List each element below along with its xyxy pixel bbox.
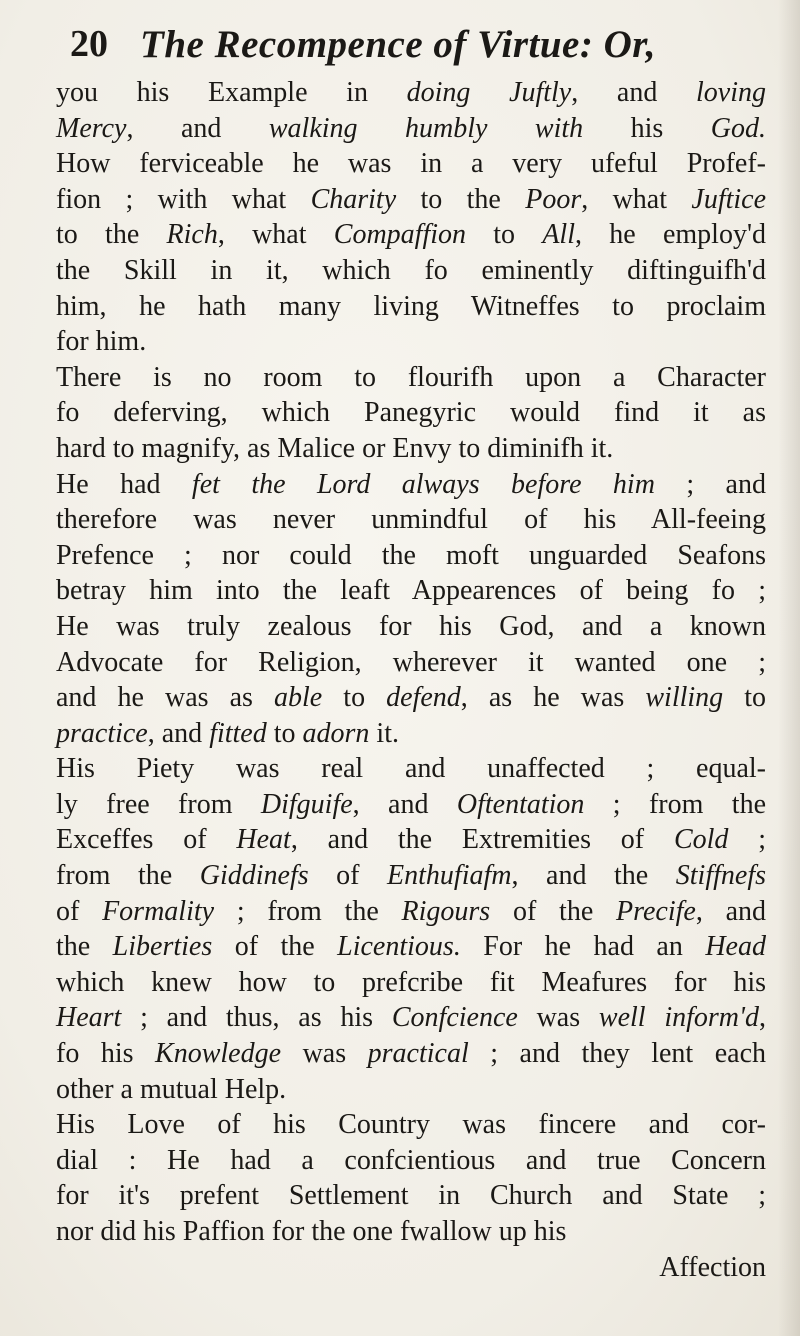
- italic-span: willing: [645, 682, 724, 714]
- text-line: [56, 111, 766, 147]
- italic-span: Confcience: [391, 1002, 518, 1034]
- text-span: betray him into the leaft Appearences of being fo ;: [56, 575, 766, 607]
- italic-span: walking humbly with: [268, 112, 584, 144]
- italic-span: defend: [386, 682, 461, 714]
- italic-span: Charity: [310, 183, 397, 215]
- text-line: [56, 1072, 766, 1108]
- text-line: [56, 1178, 766, 1214]
- text-span: Affection: [659, 1251, 766, 1283]
- text-line: [56, 467, 766, 503]
- italic-span: practice: [56, 717, 148, 749]
- text-span: for him.: [56, 326, 147, 358]
- text-span: his: [583, 112, 711, 144]
- text-line: [56, 751, 766, 787]
- italic-span: Rich: [166, 219, 218, 251]
- italic-span: well inform'd: [598, 1002, 760, 1034]
- text-span: to: [322, 682, 387, 714]
- text-line: [56, 253, 766, 289]
- text-span: Exceffes of: [56, 824, 237, 856]
- text-line: [56, 360, 766, 396]
- italic-span: Precife: [616, 895, 696, 927]
- text-line: [56, 787, 766, 823]
- text-span: fo deferving, which Panegyric would find it as: [56, 397, 766, 429]
- text-span: other a mutual Help.: [56, 1073, 287, 1105]
- text-line: [56, 894, 766, 930]
- text-line: [56, 716, 766, 752]
- italic-span: adorn: [302, 717, 370, 749]
- text-span: was: [517, 1002, 599, 1034]
- italic-span: doing Juftly: [406, 77, 572, 108]
- text-line: [56, 502, 766, 538]
- text-span: ; and thus, as his: [121, 1002, 392, 1034]
- text-span: him, he hath many living Witneffes to proclaim: [56, 290, 766, 322]
- text-line: [56, 75, 766, 111]
- italic-span: Mercy: [56, 112, 127, 144]
- text-span: was: [281, 1038, 368, 1070]
- italic-span: Compaffion: [333, 219, 467, 251]
- text-span: ; from the: [214, 895, 402, 927]
- text-span: , as he was: [460, 682, 646, 714]
- text-span: which knew how to prefcribe fit Meafures for his: [56, 966, 766, 998]
- text-span: ; from the: [584, 788, 767, 820]
- text-line: [56, 538, 766, 574]
- text-line: [56, 609, 766, 645]
- text-span: to: [266, 717, 303, 749]
- italic-span: Licentious.: [337, 931, 461, 963]
- italic-span: Giddinefs: [199, 860, 309, 892]
- body-text: [56, 75, 766, 1285]
- text-line: [56, 146, 766, 182]
- text-line: [56, 1143, 766, 1179]
- text-line: [56, 217, 766, 253]
- page-number: 20: [70, 23, 108, 65]
- italic-span: Juftice: [691, 183, 767, 215]
- text-span: of: [56, 895, 103, 927]
- text-span: you his Example in: [56, 77, 407, 108]
- text-span: ly free from: [56, 788, 261, 820]
- italic-span: fitted: [209, 717, 267, 749]
- text-line: [56, 324, 766, 360]
- text-line: [56, 182, 766, 218]
- text-span: it.: [369, 717, 399, 749]
- text-span: for it's prefent Settlement in Church and State ;: [56, 1180, 766, 1212]
- italic-span: Cold: [673, 824, 729, 856]
- text-line: [56, 822, 766, 858]
- text-span: of: [308, 860, 388, 892]
- text-span: , and: [352, 788, 457, 820]
- text-line: [56, 680, 766, 716]
- text-span: of the: [212, 931, 338, 963]
- text-line: [56, 573, 766, 609]
- italic-span: Liberties: [112, 931, 213, 963]
- italic-span: able: [274, 682, 323, 714]
- text-span: ; and: [654, 468, 766, 500]
- text-span: to: [466, 219, 543, 251]
- text-span: nor did his Paffion for the one fwallow up his: [56, 1216, 567, 1247]
- text-span: , and: [126, 112, 269, 144]
- italic-span: Oftentation: [456, 788, 585, 820]
- text-span: fo his: [56, 1038, 156, 1070]
- text-span: For he had an: [460, 931, 706, 963]
- italic-span: Rigours: [401, 895, 491, 927]
- text-line: [56, 431, 766, 467]
- italic-span: Heat: [236, 824, 291, 856]
- text-span: and he was as: [56, 682, 274, 714]
- text-line: [56, 929, 766, 965]
- text-line: [56, 1250, 766, 1286]
- italic-span: Stiffnefs: [675, 860, 767, 892]
- text-span: , and: [571, 77, 696, 108]
- italic-span: All: [542, 219, 575, 251]
- italic-span: Difguife: [260, 788, 353, 820]
- text-span: the Skill in it, which fo eminently diftinguifh'd: [56, 254, 766, 286]
- text-span: , and the: [511, 860, 676, 892]
- text-span: dial : He had a confcientious and true Concern: [56, 1144, 766, 1176]
- text-span: His Piety was real and unaffected ; equal-: [56, 753, 766, 785]
- text-span: the: [56, 931, 113, 963]
- text-line: [56, 289, 766, 325]
- text-span: , he employ'd: [575, 219, 766, 251]
- text-line: [56, 1107, 766, 1143]
- text-span: , what: [581, 183, 692, 215]
- page-header: [70, 22, 770, 78]
- italic-span: Head: [705, 931, 766, 963]
- text-line: [56, 858, 766, 894]
- italic-span: loving: [696, 77, 766, 108]
- text-span: Prefence ; nor could the moft unguarded Seafons: [56, 539, 766, 571]
- text-span: hard to magnify, as Malice or Envy to diminifh it.: [56, 432, 614, 464]
- text-span: to the: [56, 219, 167, 251]
- running-title: The Recompence of Virtue: Or,: [140, 23, 657, 66]
- text-span: His Love of his Country was fincere and cor-: [56, 1109, 766, 1141]
- text-span: fion ; with what: [56, 183, 311, 215]
- text-span: He had: [56, 468, 192, 500]
- text-span: There is no room to flourifh upon a Character: [56, 361, 766, 393]
- text-line: [56, 645, 766, 681]
- text-span: , what: [217, 219, 334, 251]
- text-span: ,: [759, 1002, 767, 1034]
- italic-span: God.: [710, 112, 766, 144]
- italic-span: Knowledge: [155, 1038, 282, 1070]
- text-span: How ferviceable he was in a very ufeful Profef-: [56, 148, 766, 180]
- text-span: to: [723, 682, 767, 714]
- text-span: Advocate for Religion, wherever it wanted one ;: [56, 646, 766, 678]
- text-line: [56, 1036, 766, 1072]
- text-span: to the: [396, 183, 526, 215]
- page-edge-shadow: [778, 0, 800, 1336]
- italic-span: Enthufiafm: [387, 860, 512, 892]
- text-line: [56, 965, 766, 1001]
- text-span: He was truly zealous for his God, and a known: [56, 610, 766, 642]
- text-span: of the: [490, 895, 616, 927]
- italic-span: fet the Lord always before him: [191, 468, 655, 500]
- text-line: [56, 1214, 766, 1250]
- italic-span: Formality: [102, 895, 215, 927]
- text-span: ;: [728, 824, 766, 856]
- text-line: [56, 395, 766, 431]
- italic-span: practical: [367, 1038, 469, 1070]
- text-span: ; and they lent each: [468, 1038, 767, 1070]
- text-span: , and the Extremities of: [290, 824, 674, 856]
- text-line: [56, 1000, 766, 1036]
- text-span: therefore was never unmindful of his All-feeing: [56, 504, 766, 536]
- text-span: from the: [56, 860, 200, 892]
- italic-span: Heart: [56, 1002, 122, 1034]
- text-span: , and: [147, 717, 210, 749]
- text-span: , and: [695, 895, 766, 927]
- italic-span: Poor: [525, 183, 582, 215]
